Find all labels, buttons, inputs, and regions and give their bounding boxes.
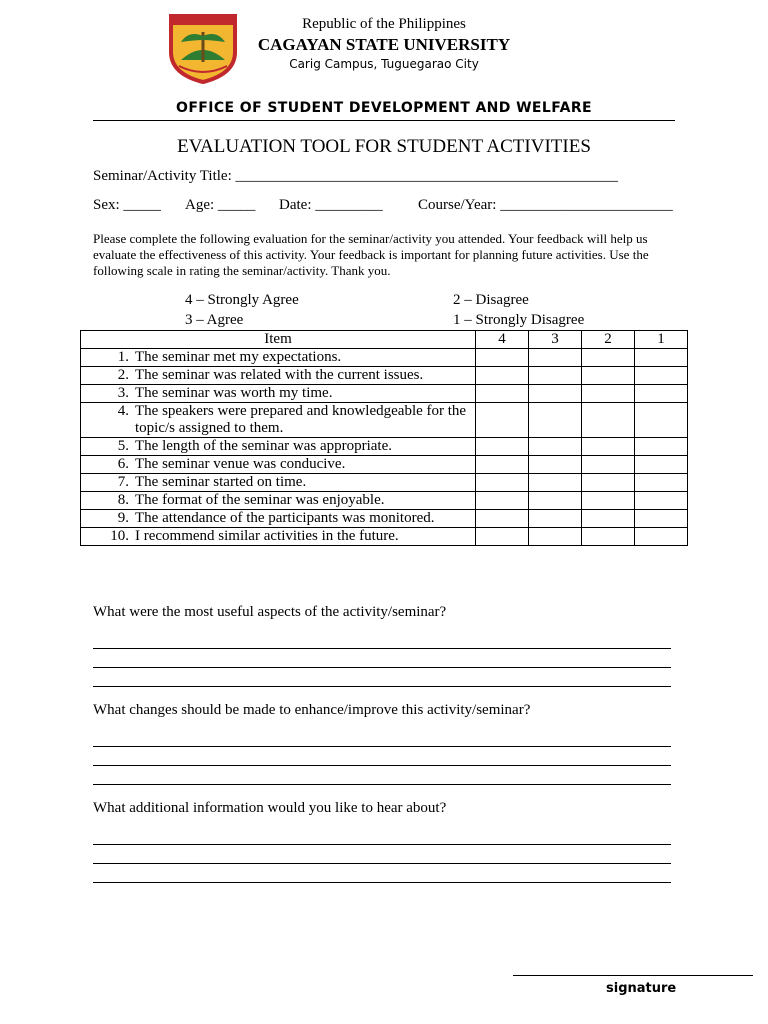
answer-line[interactable]	[93, 844, 671, 845]
rating-cell-3[interactable]	[529, 492, 582, 510]
rating-cell-1[interactable]	[635, 456, 688, 474]
rating-cell-4[interactable]	[476, 403, 529, 438]
table-row	[81, 528, 688, 546]
table-header-row	[81, 331, 688, 349]
rating-cell-4[interactable]	[476, 492, 529, 510]
rating-cell-4[interactable]	[476, 528, 529, 546]
table-row	[81, 349, 688, 367]
rating-cell-1[interactable]	[635, 349, 688, 367]
item-number: 4.	[117, 403, 129, 419]
table-row	[81, 492, 688, 510]
header-4: 4	[476, 331, 529, 349]
question-changes: What changes should be made to enhance/improve this activity/seminar?	[93, 702, 531, 718]
republic-heading: Republic of the Philippines	[302, 16, 466, 32]
header-1: 1	[635, 331, 688, 349]
rating-cell-1[interactable]	[635, 385, 688, 403]
item-cell	[81, 474, 476, 492]
item-cell	[81, 349, 476, 367]
rating-cell-3[interactable]	[529, 349, 582, 367]
answer-line[interactable]	[93, 648, 671, 649]
item-number: 7.	[117, 474, 129, 490]
item-cell	[81, 438, 476, 456]
signature-label: signature	[606, 981, 677, 996]
item-number: 2.	[117, 367, 129, 383]
rating-cell-1[interactable]	[635, 474, 688, 492]
activity-title-field[interactable]: Seminar/Activity Title: ___________________________________________________	[93, 168, 619, 184]
scale-strongly-disagree: 1 – Strongly Disagree	[453, 312, 585, 328]
item-number: 8.	[117, 492, 129, 508]
rating-cell-1[interactable]	[635, 510, 688, 528]
header-divider	[93, 120, 675, 121]
item-cell	[81, 492, 476, 510]
rating-cell-3[interactable]	[529, 367, 582, 385]
answer-line[interactable]	[93, 686, 671, 687]
item-text: The seminar was related with the current issues.	[135, 367, 424, 383]
rating-cell-2[interactable]	[582, 474, 635, 492]
item-text: The speakers were prepared and knowledgeable for the topic/s assigned to them.	[135, 403, 467, 436]
item-text: The seminar started on time.	[135, 474, 307, 490]
rating-cell-4[interactable]	[476, 438, 529, 456]
rating-cell-4[interactable]	[476, 349, 529, 367]
item-number: 5.	[117, 438, 129, 454]
rating-cell-1[interactable]	[635, 438, 688, 456]
question-useful-aspects: What were the most useful aspects of the activity/seminar?	[93, 604, 447, 620]
date-field[interactable]: Date: _________	[279, 197, 383, 213]
rating-cell-3[interactable]	[529, 385, 582, 403]
rating-cell-1[interactable]	[635, 492, 688, 510]
answer-line[interactable]	[93, 863, 671, 864]
rating-cell-3[interactable]	[529, 403, 582, 438]
answer-line[interactable]	[93, 667, 671, 668]
item-text: I recommend similar activities in the future.	[135, 528, 399, 544]
item-number: 9.	[117, 510, 129, 526]
scale-agree: 3 – Agree	[185, 312, 244, 328]
signature-line[interactable]	[513, 975, 753, 976]
rating-cell-1[interactable]	[635, 403, 688, 438]
sex-field[interactable]: Sex: _____	[93, 197, 161, 213]
item-text: The seminar was worth my time.	[135, 385, 333, 401]
answer-line[interactable]	[93, 765, 671, 766]
age-field[interactable]: Age: _____	[185, 197, 256, 213]
rating-cell-3[interactable]	[529, 438, 582, 456]
item-number: 1.	[117, 349, 129, 365]
rating-cell-2[interactable]	[582, 403, 635, 438]
rating-cell-4[interactable]	[476, 456, 529, 474]
rating-cell-3[interactable]	[529, 456, 582, 474]
item-number: 6.	[117, 456, 129, 472]
header-3: 3	[529, 331, 582, 349]
table-row	[81, 510, 688, 528]
rating-cell-4[interactable]	[476, 367, 529, 385]
course-year-field[interactable]: Course/Year: _______________________	[418, 197, 673, 213]
item-number: 10.	[110, 528, 129, 544]
rating-cell-1[interactable]	[635, 367, 688, 385]
item-number: 3.	[117, 385, 129, 401]
item-text: The seminar venue was conducive.	[135, 456, 346, 472]
page-title: EVALUATION TOOL FOR STUDENT ACTIVITIES	[177, 136, 591, 157]
instructions-paragraph: Please complete the following evaluation for the seminar/activity you attended. Your feedback will help us evaluate the effectiveness of this activity. Your feedback is important for planning future activities. Use the following scale in rating the seminar/activity. Thank you.	[93, 231, 649, 278]
answer-line[interactable]	[93, 746, 671, 747]
item-cell	[81, 510, 476, 528]
rating-cell-2[interactable]	[582, 385, 635, 403]
rating-cell-2[interactable]	[582, 349, 635, 367]
header-item: Item	[81, 331, 476, 349]
item-cell	[81, 528, 476, 546]
table-row	[81, 474, 688, 492]
rating-cell-2[interactable]	[582, 456, 635, 474]
table-row	[81, 438, 688, 456]
rating-cell-3[interactable]	[529, 510, 582, 528]
answer-line[interactable]	[93, 882, 671, 883]
item-cell	[81, 367, 476, 385]
rating-cell-2[interactable]	[582, 367, 635, 385]
rating-cell-1[interactable]	[635, 528, 688, 546]
item-cell	[81, 456, 476, 474]
table-row	[81, 367, 688, 385]
rating-cell-4[interactable]	[476, 385, 529, 403]
rating-cell-2[interactable]	[582, 438, 635, 456]
evaluation-table	[80, 330, 688, 546]
rating-cell-2[interactable]	[582, 528, 635, 546]
campus-address: Carig Campus, Tuguegarao City	[289, 57, 479, 71]
question-additional-info: What additional information would you like to hear about?	[93, 800, 447, 816]
rating-cell-4[interactable]	[476, 510, 529, 528]
table-row	[81, 456, 688, 474]
rating-cell-4[interactable]	[476, 474, 529, 492]
rating-cell-2[interactable]	[582, 492, 635, 510]
scale-strongly-agree: 4 – Strongly Agree	[185, 292, 299, 308]
item-text: The seminar met my expectations.	[135, 349, 342, 365]
scale-disagree: 2 – Disagree	[453, 292, 529, 308]
rating-cell-3[interactable]	[529, 474, 582, 492]
table-row	[81, 403, 688, 438]
table-row	[81, 385, 688, 403]
header-2: 2	[582, 331, 635, 349]
rating-cell-2[interactable]	[582, 510, 635, 528]
university-name: CAGAYAN STATE UNIVERSITY	[257, 35, 511, 54]
rating-cell-3[interactable]	[529, 528, 582, 546]
item-text: The length of the seminar was appropriate.	[135, 438, 392, 454]
office-heading: OFFICE OF STUDENT DEVELOPMENT AND WELFARE	[176, 100, 592, 116]
item-cell	[81, 403, 476, 438]
item-text: The attendance of the participants was monitored.	[135, 510, 435, 526]
university-seal-logo	[167, 12, 239, 84]
item-text: The format of the seminar was enjoyable.	[135, 492, 385, 508]
answer-line[interactable]	[93, 784, 671, 785]
item-cell	[81, 385, 476, 403]
